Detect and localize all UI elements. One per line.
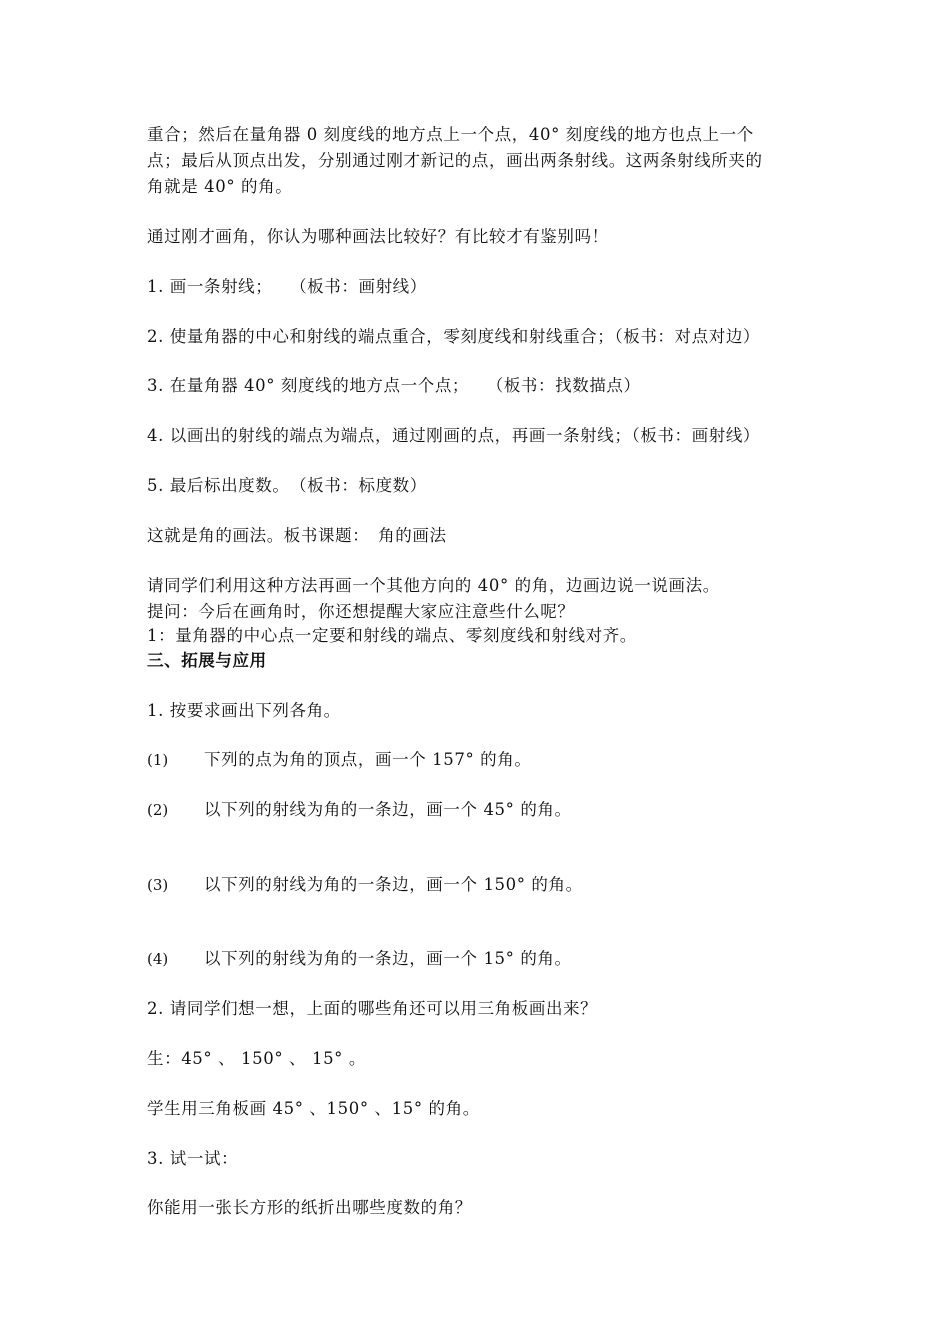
subtask-number: (3) [147,876,169,894]
student-draw: 学生用三角板画 45° 、150° 、15° 的角。 [147,1099,480,1118]
subtask-text: 以下列的射线为角的一条边，画一个 150° 的角。 [204,875,583,894]
step-5: 5. 最后标出度数。 （板书：标度数） [147,476,427,495]
subtask-number: (1) [147,751,169,769]
student-answer: 生：45° 、 150° 、 15° 。 [147,1049,366,1068]
question-compare: 通过刚才画角，你认为哪种画法比较好？有比较才有鉴别吗！ [147,227,609,246]
subtask-number: (2) [147,801,169,819]
section-heading: 三、拓展与应用 [147,651,267,670]
subtask-text: 下列的点为角的顶点，画一个 157° 的角。 [204,750,532,769]
practice-line: 提问：今后在画角时，你还想提醒大家应注意些什么呢？ [147,602,575,621]
task-3-question: 你能用一张长方形的纸折出哪些度数的角？ [147,1198,472,1217]
subtask-number: (4) [147,950,169,968]
step-3: 3. 在量角器 40° 刻度线的地方点一个点； （板书：找数描点） [147,376,641,395]
task-1: 1. 按要求画出下列各角。 [147,701,341,720]
task-3: 3. 试一试： [147,1149,239,1168]
paragraph-line: 角就是 40° 的角。 [147,177,293,196]
paragraph-line: 点；最后从顶点出发，分别通过刚才新记的点，画出两条射线。这两条射线所夹的 [147,151,763,170]
practice-line: 1：量角器的中心点一定要和射线的端点、零刻度线和射线对齐。 [147,626,637,645]
task-2: 2. 请同学们想一想，上面的哪些角还可以用三角板画出来？ [147,999,598,1018]
summary-line: 这就是角的画法。板书课题： 角的画法 [147,526,447,545]
paragraph-line: 重合；然后在量角器 0 刻度线的地方点上一个点，40° 刻度线的地方也点上一个 [147,125,754,144]
practice-line: 请同学们利用这种方法再画一个其他方向的 40° 的角，边画边说一说画法。 [147,576,720,595]
step-2: 2. 使量角器的中心和射线的端点重合，零刻度线和射线重合；（板书：对点对边） [147,327,761,346]
subtask-text: 以下列的射线为角的一条边，画一个 45° 的角。 [204,800,572,819]
step-1: 1. 画一条射线； （板书：画射线） [147,277,427,296]
subtask-text: 以下列的射线为角的一条边，画一个 15° 的角。 [204,949,572,968]
step-4: 4. 以画出的射线的端点为端点，通过刚画的点，再画一条射线；（板书：画射线） [147,426,761,445]
